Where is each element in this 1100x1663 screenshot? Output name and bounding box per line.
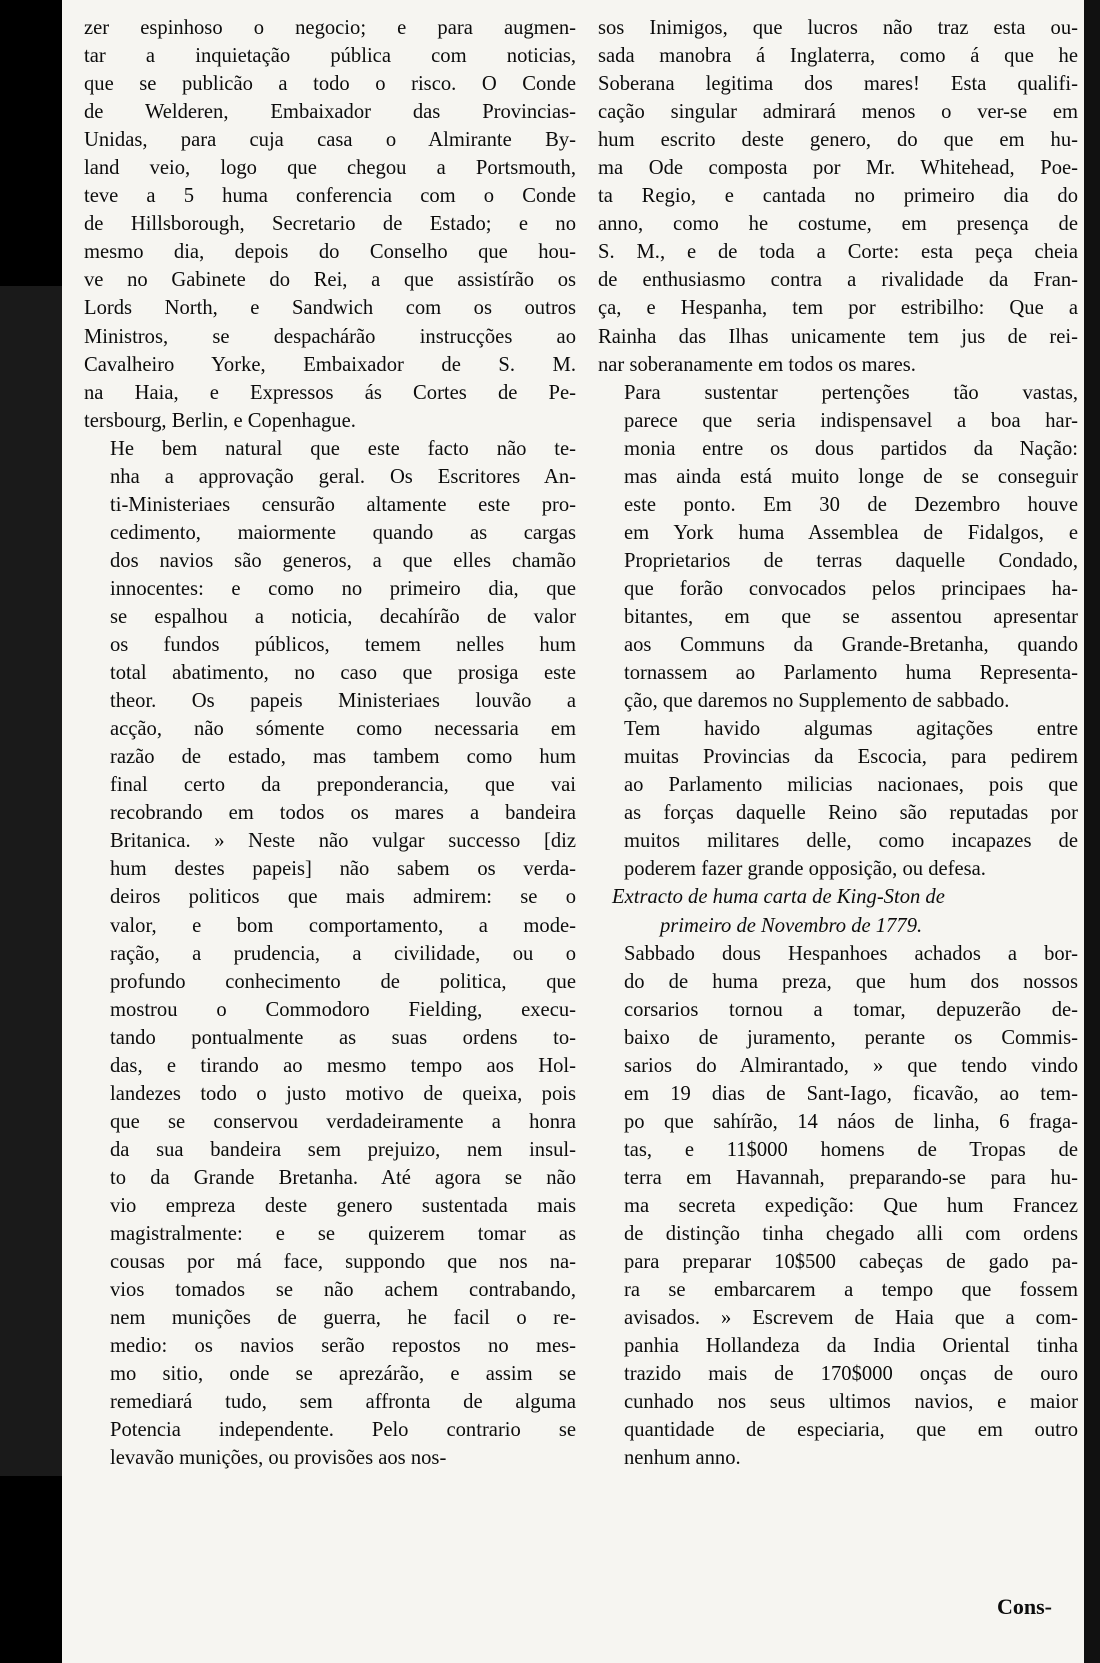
text-line: acção, não sómente como necessaria em	[110, 718, 576, 741]
text-line: hum destes papeis] não sabem os verda-	[110, 858, 576, 881]
text-line: dos navios são generos, a que elles chamão	[110, 549, 576, 572]
text-line: ça, e Hespanha, tem por estribilho: Que a	[598, 297, 1078, 320]
text-line: mo sitio, onde se aprezárão, e assim se	[110, 1363, 576, 1386]
text-line: cedimento, maiormente quando as cargas	[110, 521, 576, 544]
text-line: medio: os navios serão repostos no mes-	[110, 1335, 576, 1358]
text-line: primeiro de Novembro de 1779.	[660, 914, 923, 937]
paragraph	[84, 435, 576, 1473]
text-line: se espalhou a noticia, decahírão de valor	[110, 605, 576, 628]
text-line: Lords North, e Sandwich com os outros	[84, 297, 576, 320]
text-line: ma Ode composta por Mr. Whitehead, Poe-	[598, 157, 1078, 180]
text-line: os fundos públicos, temem nelles hum	[110, 634, 576, 657]
text-line: nar soberanamente em todos os mares.	[598, 353, 916, 376]
text-line: deiros politicos que mais admirem: se o	[110, 886, 576, 909]
text-line: Britanica. » Neste não vulgar successo [diz	[110, 830, 576, 853]
text-line: tersbourg, Berlin, e Copenhague.	[84, 409, 356, 432]
text-line: Extracto de huma carta de King-Ston de	[612, 886, 945, 909]
paragraph	[598, 14, 1078, 379]
text-line: profundo conhecimento de politica, que	[110, 970, 576, 993]
text-line: valor, e bom comportamento, a mode-	[110, 914, 576, 937]
text-line: total abatimento, no caso que prosiga este	[110, 662, 576, 685]
text-line: bitantes, em que se assentou apresentar	[624, 605, 1078, 628]
text-line: magistralmente: e se quizerem tomar as	[110, 1223, 576, 1246]
text-line: tas, e 11$000 homens de Tropas de	[624, 1138, 1078, 1161]
text-line: corsarios tornou a tomar, depuzerão de-	[624, 998, 1078, 1021]
text-line: Ministros, se despachárão instrucções ao	[84, 325, 576, 348]
text-line: theor. Os papeis Ministeriaes louvão a	[110, 690, 576, 713]
text-line: ma secreta expedição: Que hum Francez	[624, 1194, 1078, 1217]
right-text-column	[598, 14, 1078, 1472]
paragraph	[598, 715, 1078, 883]
text-line: em 19 dias de Sant-Iago, ficavão, ao tem-	[624, 1082, 1078, 1105]
text-line: Unidas, para cuja casa o Almirante By-	[84, 129, 576, 152]
text-line: aos Communs da Grande-Bretanha, quando	[624, 634, 1078, 657]
letter-heading	[598, 883, 1078, 939]
text-line: de distinção tinha chegado alli com ordens	[624, 1223, 1078, 1246]
text-line: baixo de juramento, perante os Commis-	[624, 1026, 1078, 1049]
text-line: Para sustentar pertenções tão vastas,	[624, 381, 1078, 404]
text-line: mas ainda está muito longe de se conseguir	[624, 465, 1078, 488]
text-line: Tem havido algumas agitações entre	[624, 718, 1078, 741]
text-line: na Haia, e Expressos ás Cortes de Pe-	[84, 381, 576, 404]
text-line: vios tomados se não achem contrabando,	[110, 1279, 576, 1302]
text-line: tando pontualmente as suas ordens to-	[110, 1026, 576, 1049]
text-line: He bem natural que este facto não te-	[110, 437, 576, 460]
text-line: parece que seria indispensavel a boa har-	[624, 409, 1078, 432]
text-line: ra se embarcarem a tempo que fossem	[624, 1279, 1078, 1302]
text-line: mostrou o Commodoro Fielding, execu-	[110, 998, 576, 1021]
text-line: as forças daquelle Reino são reputadas por	[624, 802, 1078, 825]
text-line: avisados. » Escrevem de Haia que a com-	[624, 1307, 1078, 1330]
text-line: remediará tudo, sem affronta de alguma	[110, 1391, 576, 1414]
text-line: poderem fazer grande opposição, ou defesa.	[624, 858, 986, 881]
text-line: land veio, logo que chegou a Portsmouth,	[84, 157, 576, 180]
text-line: cousas por má face, suppondo que nos na-	[110, 1251, 576, 1274]
text-line: este ponto. Em 30 de Dezembro houve	[624, 493, 1078, 516]
text-line: innocentes: e como no primeiro dia, que	[110, 577, 576, 600]
text-line: nem munições de guerra, he facil o re-	[110, 1307, 576, 1330]
text-line: sarios do Almirantado, » que tendo vindo	[624, 1054, 1078, 1077]
text-line: final certo da preponderancia, que vai	[110, 774, 576, 797]
text-line: landezes todo o justo motivo de queixa, pois	[110, 1082, 576, 1105]
text-line: Rainha das Ilhas unicamente tem jus de rei-	[598, 325, 1078, 348]
text-line: tar a inquietação pública com noticias,	[84, 45, 576, 68]
text-line: Potencia independente. Pelo contrario se	[110, 1419, 576, 1442]
text-line: do de huma preza, que hum dos nossos	[624, 970, 1078, 993]
text-line: em York huma Assemblea de Fidalgos, e	[624, 521, 1078, 544]
text-line: de enthusiasmo contra a rivalidade da Fran-	[598, 269, 1078, 292]
text-line: monia entre os dous partidos da Nação:	[624, 437, 1078, 460]
paragraph	[598, 379, 1078, 716]
text-line: sada manobra á Inglaterra, como á que he	[598, 45, 1078, 68]
text-line: recobrando em todos os mares a bandeira	[110, 802, 576, 825]
text-line: ta Regio, e cantada no primeiro dia do	[598, 185, 1078, 208]
paragraph	[598, 940, 1078, 1473]
text-line: que se publicão a todo o risco. O Conde	[84, 73, 576, 96]
text-line: de Hillsborough, Secretario de Estado; e no	[84, 213, 576, 236]
text-line: vio empreza deste genero sustentada mais	[110, 1194, 576, 1217]
text-line: panhia Hollandeza da India Oriental tinha	[624, 1335, 1078, 1358]
text-line: cação singular admirará menos o ver-se em	[598, 101, 1078, 124]
text-line: mesmo dia, depois do Conselho que hou-	[84, 241, 576, 264]
text-line: sos Inimigos, que lucros não traz esta ou-	[598, 17, 1078, 39]
text-line: ve no Gabinete do Rei, a que assistírão os	[84, 269, 576, 292]
text-line: que forão convocados pelos principaes ha-	[624, 577, 1078, 600]
catchword: Cons-	[996, 1594, 1052, 1619]
text-line: nenhum anno.	[624, 1447, 741, 1470]
text-line: que se conservou verdadeiramente a honra	[110, 1110, 576, 1133]
text-line: po que sahírão, 14 náos de linha, 6 fraga-	[624, 1110, 1078, 1133]
text-line: terra em Havannah, preparando-se para hu-	[624, 1166, 1078, 1189]
text-line: das, e tirando ao mesmo tempo aos Hol-	[110, 1054, 576, 1077]
text-line: Sabbado dous Hespanhoes achados a bor-	[624, 942, 1078, 965]
text-line: teve a 5 huma conferencia com o Conde	[84, 185, 576, 208]
text-line: Soberana legitima dos mares! Esta qualifi-	[598, 73, 1078, 96]
text-line: tornassem ao Parlamento huma Representa-	[624, 662, 1078, 685]
text-line: quantidade de especiaria, que em outro	[624, 1419, 1078, 1442]
text-line: ração, a prudencia, a civilidade, ou o	[110, 942, 576, 965]
text-line: S. M., e de toda a Corte: esta peça cheia	[598, 241, 1078, 264]
text-line: nha a approvação geral. Os Escritores An-	[110, 465, 576, 488]
text-line: anno, como he costume, em presença de	[598, 213, 1078, 236]
text-line: para preparar 10$500 cabeças de gado pa-	[624, 1251, 1078, 1274]
text-line: trazido mais de 170$000 onças de ouro	[624, 1363, 1078, 1386]
text-line: da sua bandeira sem prejuizo, nem insul-	[110, 1138, 576, 1161]
text-line: Proprietarios de terras daquelle Condado,	[624, 549, 1078, 572]
text-line: cunhado nos seus ultimos navios, e maior	[624, 1391, 1078, 1414]
text-line: hum escrito deste genero, do que em hu-	[598, 129, 1078, 152]
scan-right-shadow	[1084, 0, 1100, 1663]
text-line: zer espinhoso o negocio; e para augmen-	[84, 17, 576, 39]
text-line: Cavalheiro Yorke, Embaixador de S. M.	[84, 353, 576, 376]
text-line: to da Grande Bretanha. Até agora se não	[110, 1166, 576, 1189]
paragraph	[84, 14, 576, 435]
left-text-column	[84, 14, 576, 1472]
scan-left-shadow	[0, 286, 62, 1476]
text-line: muitas Provincias da Escocia, para pedirem	[624, 746, 1078, 769]
text-line: levavão munições, ou provisões aos nos-	[110, 1447, 447, 1470]
text-line: ti-Ministeriaes censurão altamente este pro-	[110, 493, 576, 516]
text-line: razão de estado, mas tambem como hum	[110, 746, 576, 769]
text-line: de Welderen, Embaixador das Provincias-	[84, 101, 576, 124]
text-line: ção, que daremos no Supplemento de sabbado.	[624, 690, 1010, 713]
text-line: ao Parlamento milicias nacionaes, pois que	[624, 774, 1078, 797]
text-line: muitos militares delle, como incapazes de	[624, 830, 1078, 853]
